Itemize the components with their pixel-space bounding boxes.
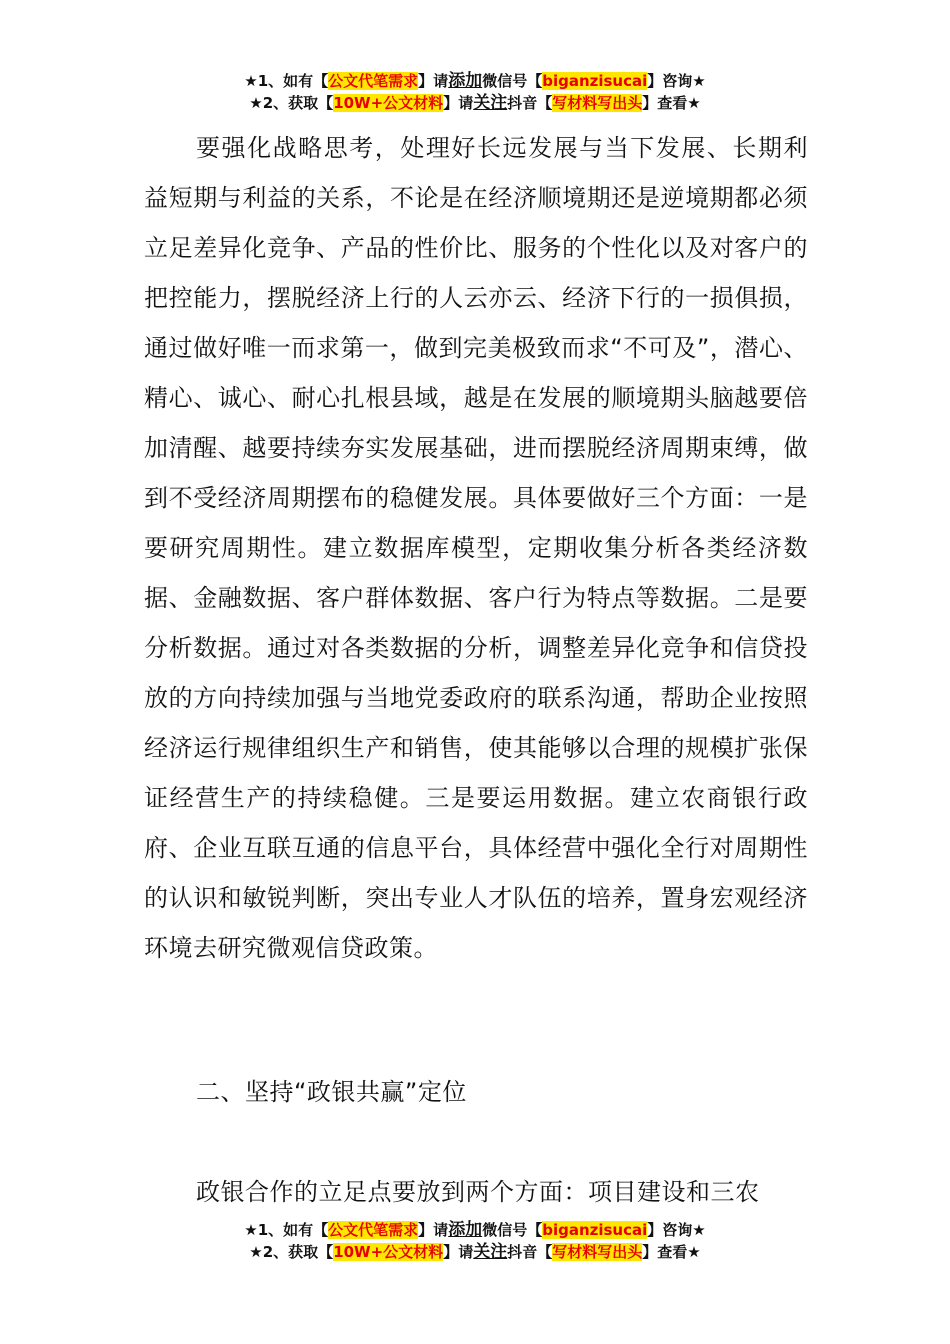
- promo-wechat-id: biganzisucai: [542, 72, 648, 90]
- promo-line-1-suffix: 】咨询★: [647, 1221, 706, 1239]
- body-paragraph: 要强化战略思考，处理好长远发展与当下发展、长期利益短期与利益的关系，不论是在经济顺境期还是逆境期都必须立足差异化竞争、产品的性价比、服务的个性化以及对客户的把控能力，摆脱经济上行的人云亦云、经济下行的一损俱损，通过做好唯一而求第一，做到完美极致而求“不可及”，潜心、精心、诚心、耐心扎根县域，越是在发展的顺境期头脑越要倍加清醒、越要持续夯实发展基础，进而摆脱经济周期束缚，做到不受经济周期摆布的稳健发展。具体要做好三个方面：一是要研究周期性。建立数据库模型，定期收集分析各类经济数据、金融数据、客户群体数据、客户行为特点等数据。二是要分析数据。通过对各类数据的分析，调整差异化竞争和信贷投放的方向持续加强与当地党委政府的联系沟通，帮助企业按照经济运行规律组织生产和销售，使其能够以合理的规模扩张保证经营生产的持续稳健。三是要运用数据。建立农商银行政府、企业互联互通的信息平台，具体经营中强化全行对周期性的认识和敏锐判断，突出专业人才队伍的培养，置身宏观经济环境去研究微观信贷政策。: [144, 134, 808, 962]
- paragraph-continuation: 政银合作的立足点要放到两个方面：项目建设和三农: [196, 1178, 760, 1206]
- promo-line-2-prefix: ★2、获取【: [249, 94, 334, 112]
- promo-line-1-text-2: 微信号【: [482, 72, 543, 90]
- promo-line-1: [0, 70, 950, 92]
- promo-douyin-account: 写材料写出头: [552, 1243, 643, 1261]
- promo-line-2-text: 】请: [443, 1243, 474, 1261]
- promo-add-emphasis: 添加: [448, 71, 483, 91]
- promo-line-1-text: 】请: [418, 1221, 449, 1239]
- promo-line-2-text-2: 抖音【: [507, 1243, 553, 1261]
- promo-line-2: [0, 1241, 950, 1263]
- promo-line-2-prefix: ★2、获取【: [249, 1243, 334, 1261]
- promo-line-2-suffix: 】查看★: [642, 1243, 701, 1261]
- promo-line-2-text: 】请: [443, 94, 474, 112]
- promo-line-2-text-2: 抖音【: [507, 94, 553, 112]
- promo-highlight-materials: 10W+公文材料: [333, 94, 444, 112]
- section-heading: 二、坚持“政银共赢”定位: [196, 1078, 467, 1106]
- promo-line-2: [0, 92, 950, 114]
- header-promo-banner: [0, 70, 950, 114]
- promo-follow-emphasis: 关注: [473, 93, 508, 113]
- promo-follow-emphasis: 关注: [473, 1242, 508, 1262]
- promo-line-1: [0, 1219, 950, 1241]
- promo-line-1-text-2: 微信号【: [482, 1221, 543, 1239]
- promo-highlight-ghostwriting: 公文代笔需求: [328, 1221, 419, 1239]
- promo-wechat-id: biganzisucai: [542, 1221, 648, 1239]
- promo-line-1-prefix: ★1、如有【: [244, 1221, 329, 1239]
- promo-douyin-account: 写材料写出头: [552, 94, 643, 112]
- promo-line-1-text: 】请: [418, 72, 449, 90]
- promo-add-emphasis: 添加: [448, 1220, 483, 1240]
- promo-line-1-prefix: ★1、如有【: [244, 72, 329, 90]
- promo-highlight-materials: 10W+公文材料: [333, 1243, 444, 1261]
- promo-highlight-ghostwriting: 公文代笔需求: [328, 72, 419, 90]
- promo-line-2-suffix: 】查看★: [642, 94, 701, 112]
- promo-line-1-suffix: 】咨询★: [647, 72, 706, 90]
- footer-promo-banner: [0, 1219, 950, 1263]
